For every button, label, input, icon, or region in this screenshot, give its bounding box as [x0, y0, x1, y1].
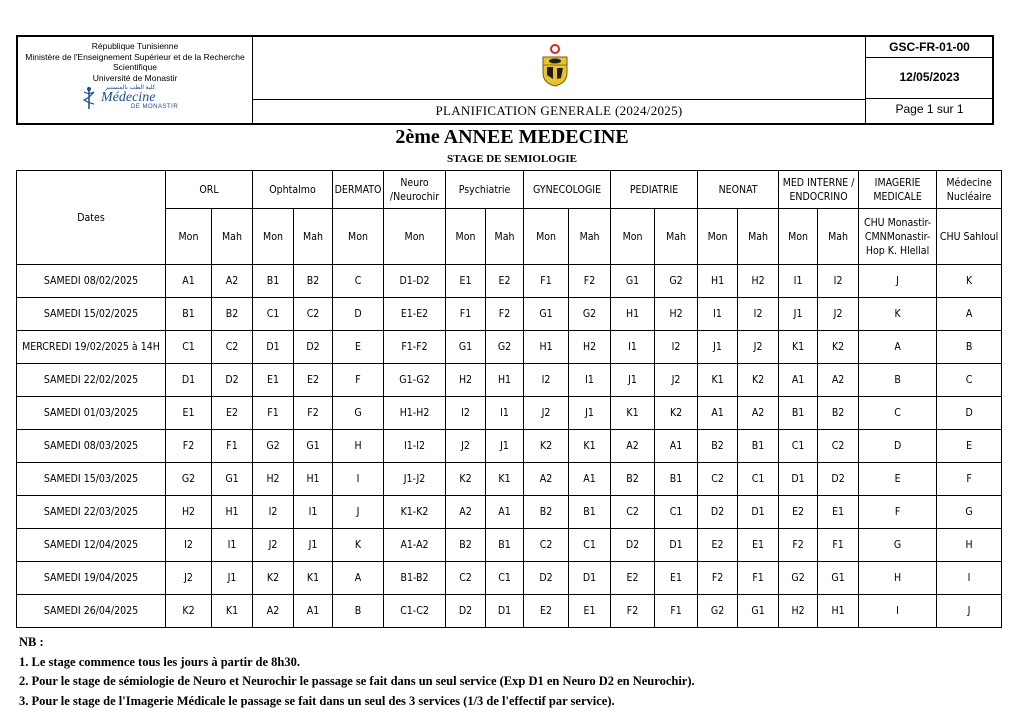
- group-cell: H1: [294, 463, 333, 496]
- group-cell: I2: [738, 298, 779, 331]
- group-cell: I2: [446, 397, 486, 430]
- group-cell: E2: [611, 562, 655, 595]
- group-cell: E2: [779, 496, 818, 529]
- group-cell: J1: [698, 331, 738, 364]
- group-cell: H2: [446, 364, 486, 397]
- group-cell: J1: [779, 298, 818, 331]
- group-cell: K1: [698, 364, 738, 397]
- group-cell: J2: [818, 298, 859, 331]
- group-cell: D: [937, 397, 1002, 430]
- group-cell: C: [937, 364, 1002, 397]
- group-cell: G1: [212, 463, 253, 496]
- table-row: [17, 496, 1002, 529]
- group-cell: A: [937, 298, 1002, 331]
- schedule-table: [16, 170, 1002, 628]
- site-header: Mon: [333, 209, 384, 265]
- group-cell: I1: [779, 265, 818, 298]
- group-cell: C2: [294, 298, 333, 331]
- institution-block: [18, 37, 253, 123]
- group-cell: E: [859, 463, 937, 496]
- group-cell: G1: [524, 298, 569, 331]
- table-row: [17, 364, 1002, 397]
- group-cell: G: [859, 529, 937, 562]
- table-row: [17, 298, 1002, 331]
- group-cell: G2: [486, 331, 524, 364]
- page-title: 2ème ANNEE MEDECINE: [395, 126, 629, 148]
- document-title: PLANIFICATION GENERALE (2024/2025): [253, 99, 865, 124]
- group-cell: K2: [524, 430, 569, 463]
- document-header: [16, 35, 994, 125]
- group-cell: H: [937, 529, 1002, 562]
- group-cell: D2: [294, 331, 333, 364]
- group-cell: G2: [698, 595, 738, 628]
- group-cell: H1: [698, 265, 738, 298]
- service-header: Psychiatrie: [446, 171, 524, 209]
- group-cell: C2: [212, 331, 253, 364]
- group-cell: B: [333, 595, 384, 628]
- group-cell: H1: [212, 496, 253, 529]
- group-cell: C1-C2: [384, 595, 446, 628]
- group-cell: K1: [569, 430, 611, 463]
- group-cell: A1: [655, 430, 698, 463]
- group-cell: B2: [446, 529, 486, 562]
- group-cell: J1: [569, 397, 611, 430]
- group-cell: I1-I2: [384, 430, 446, 463]
- date-cell: SAMEDI 22/02/2025: [17, 364, 166, 397]
- page-subtitle: STAGE DE SEMIOLOGIE: [447, 153, 577, 165]
- document-code: GSC-FR-01-00: [866, 37, 993, 58]
- group-cell: G2: [166, 463, 212, 496]
- group-cell: B1: [569, 496, 611, 529]
- site-header: Mah: [655, 209, 698, 265]
- group-cell: D1: [655, 529, 698, 562]
- group-cell: A: [859, 331, 937, 364]
- group-cell: G1: [294, 430, 333, 463]
- group-cell: H1: [486, 364, 524, 397]
- group-cell: E1: [166, 397, 212, 430]
- table-row: [17, 430, 1002, 463]
- group-cell: G1: [446, 331, 486, 364]
- group-cell: F2: [569, 265, 611, 298]
- group-cell: I2: [655, 331, 698, 364]
- institution-line: République Tunisienne: [91, 41, 179, 51]
- group-cell: A1: [486, 496, 524, 529]
- service-header: NEONAT: [698, 171, 779, 209]
- group-cell: J2: [738, 331, 779, 364]
- group-cell: E1: [818, 496, 859, 529]
- group-cell: G2: [779, 562, 818, 595]
- group-cell: B2: [212, 298, 253, 331]
- group-cell: D1: [779, 463, 818, 496]
- site-header: Mon: [253, 209, 294, 265]
- date-cell: SAMEDI 22/03/2025: [17, 496, 166, 529]
- group-cell: H2: [253, 463, 294, 496]
- note-item: 3. Pour le stage de l'Imagerie Médicale le passage se fait dans un seul des 3 services (1/3 de l'effectif par service).: [19, 693, 615, 708]
- group-cell: K2: [166, 595, 212, 628]
- date-cell: SAMEDI 15/03/2025: [17, 463, 166, 496]
- group-cell: G2: [253, 430, 294, 463]
- service-header: ORL: [166, 171, 253, 209]
- group-cell: C: [333, 265, 384, 298]
- site-header: CHU Sahloul: [937, 209, 1002, 265]
- group-cell: H2: [738, 265, 779, 298]
- group-cell: E: [333, 331, 384, 364]
- group-cell: A2: [818, 364, 859, 397]
- group-cell: F2: [779, 529, 818, 562]
- group-cell: B2: [818, 397, 859, 430]
- group-cell: E1: [569, 595, 611, 628]
- group-cell: C1: [655, 496, 698, 529]
- group-cell: E2: [486, 265, 524, 298]
- group-cell: B: [859, 364, 937, 397]
- group-cell: J: [333, 496, 384, 529]
- table-row: [17, 265, 1002, 298]
- group-cell: B1: [166, 298, 212, 331]
- group-cell: G: [333, 397, 384, 430]
- group-cell: K: [333, 529, 384, 562]
- group-cell: E2: [294, 364, 333, 397]
- site-header: Mah: [294, 209, 333, 265]
- table-row: [17, 463, 1002, 496]
- group-cell: C1: [569, 529, 611, 562]
- group-cell: I: [333, 463, 384, 496]
- group-cell: C1: [253, 298, 294, 331]
- group-cell: A2: [611, 430, 655, 463]
- group-cell: K2: [818, 331, 859, 364]
- site-header: Mon: [779, 209, 818, 265]
- group-cell: H1: [524, 331, 569, 364]
- group-cell: F2: [486, 298, 524, 331]
- header-center: [253, 37, 865, 123]
- group-cell: J: [937, 595, 1002, 628]
- group-cell: H2: [569, 331, 611, 364]
- group-cell: B1: [253, 265, 294, 298]
- site-header: Mon: [524, 209, 569, 265]
- group-cell: K2: [738, 364, 779, 397]
- date-cell: SAMEDI 15/02/2025: [17, 298, 166, 331]
- group-cell: E1: [253, 364, 294, 397]
- group-cell: K2: [253, 562, 294, 595]
- site-header: Mon: [446, 209, 486, 265]
- group-cell: C: [859, 397, 937, 430]
- group-cell: G: [937, 496, 1002, 529]
- service-header: IMAGERIE MEDICALE: [859, 171, 937, 209]
- group-cell: E2: [698, 529, 738, 562]
- group-cell: F1: [212, 430, 253, 463]
- site-header: Mah: [569, 209, 611, 265]
- service-header: MED INTERNE / ENDOCRINO: [779, 171, 859, 209]
- group-cell: F: [937, 463, 1002, 496]
- table-row: [17, 529, 1002, 562]
- date-cell: SAMEDI 01/03/2025: [17, 397, 166, 430]
- group-cell: B2: [698, 430, 738, 463]
- group-cell: D1: [486, 595, 524, 628]
- group-cell: F1: [446, 298, 486, 331]
- group-cell: K1-K2: [384, 496, 446, 529]
- group-cell: F2: [166, 430, 212, 463]
- note-item: 1. Le stage commence tous les jours à partir de 8h30.: [19, 654, 300, 669]
- table-row: [17, 595, 1002, 628]
- group-cell: I: [859, 595, 937, 628]
- group-cell: F: [859, 496, 937, 529]
- group-cell: B1: [779, 397, 818, 430]
- group-cell: J1: [212, 562, 253, 595]
- group-cell: A1: [166, 265, 212, 298]
- tunisia-emblem-icon: [540, 43, 570, 87]
- site-header: Mon: [166, 209, 212, 265]
- service-header: Médecine Nucléaire: [937, 171, 1002, 209]
- group-cell: K1: [294, 562, 333, 595]
- group-cell: E2: [212, 397, 253, 430]
- service-header: GYNECOLOGIE: [524, 171, 611, 209]
- group-cell: A1: [569, 463, 611, 496]
- group-cell: D2: [698, 496, 738, 529]
- group-cell: B1: [655, 463, 698, 496]
- dates-header: Dates: [17, 171, 166, 265]
- site-header: Mah: [818, 209, 859, 265]
- group-cell: H2: [166, 496, 212, 529]
- group-cell: C2: [698, 463, 738, 496]
- group-cell: F: [333, 364, 384, 397]
- logo-main-text: Médecine: [101, 90, 156, 105]
- group-cell: J: [859, 265, 937, 298]
- group-cell: I: [937, 562, 1002, 595]
- institution-line: Université de Monastir: [92, 72, 178, 83]
- group-cell: F2: [294, 397, 333, 430]
- group-cell: B2: [524, 496, 569, 529]
- site-header: CHU Monastir-CMNMonastir-Hop K. Hlellal: [859, 209, 937, 265]
- group-cell: E1: [446, 265, 486, 298]
- group-cell: H1: [611, 298, 655, 331]
- group-cell: A2: [738, 397, 779, 430]
- site-header: Mon: [698, 209, 738, 265]
- table-row: [17, 562, 1002, 595]
- site-header: Mah: [486, 209, 524, 265]
- group-cell: E: [937, 430, 1002, 463]
- group-cell: K2: [446, 463, 486, 496]
- group-cell: G2: [569, 298, 611, 331]
- group-cell: D2: [818, 463, 859, 496]
- date-cell: SAMEDI 08/02/2025: [17, 265, 166, 298]
- date-cell: SAMEDI 26/04/2025: [17, 595, 166, 628]
- site-header: Mon: [611, 209, 655, 265]
- group-cell: D2: [611, 529, 655, 562]
- group-cell: A2: [212, 265, 253, 298]
- group-cell: H: [333, 430, 384, 463]
- date-cell: MERCREDI 19/02/2025 à 14H: [17, 331, 166, 364]
- group-cell: I2: [253, 496, 294, 529]
- caduceus-icon: [79, 86, 99, 110]
- group-cell: A1-A2: [384, 529, 446, 562]
- site-header: Mah: [738, 209, 779, 265]
- group-cell: K1: [212, 595, 253, 628]
- group-cell: A2: [524, 463, 569, 496]
- group-cell: F2: [611, 595, 655, 628]
- group-cell: K1: [486, 463, 524, 496]
- group-cell: B2: [294, 265, 333, 298]
- group-cell: F1: [524, 265, 569, 298]
- group-cell: B1-B2: [384, 562, 446, 595]
- institution-line: Ministère de l'Enseignement Supérieur et de la Recherche: [25, 51, 245, 62]
- group-cell: D1: [253, 331, 294, 364]
- group-cell: C1: [486, 562, 524, 595]
- group-cell: A1: [779, 364, 818, 397]
- institution-line: Scientifique: [113, 62, 157, 72]
- group-cell: I2: [166, 529, 212, 562]
- service-header: PEDIATRIE: [611, 171, 698, 209]
- group-cell: I1: [486, 397, 524, 430]
- group-cell: D2: [212, 364, 253, 397]
- group-cell: A2: [253, 595, 294, 628]
- group-cell: D: [333, 298, 384, 331]
- group-cell: D1: [166, 364, 212, 397]
- group-cell: G1: [611, 265, 655, 298]
- group-cell: K2: [655, 397, 698, 430]
- note-item: 2. Pour le stage de sémiologie de Neuro et Neurochir le passage se fait dans un seul service (Exp D1 en Neuro D2 en Neurochir).: [19, 674, 695, 688]
- group-cell: B: [937, 331, 1002, 364]
- group-cell: C1: [166, 331, 212, 364]
- group-cell: F1: [818, 529, 859, 562]
- group-cell: E1-E2: [384, 298, 446, 331]
- group-cell: I2: [524, 364, 569, 397]
- group-cell: J1: [486, 430, 524, 463]
- logo-bottom-text: DE MONASTIR: [131, 104, 179, 110]
- table-row: [17, 331, 1002, 364]
- group-cell: F2: [698, 562, 738, 595]
- group-cell: B1: [486, 529, 524, 562]
- service-header: Ophtalmo: [253, 171, 333, 209]
- group-cell: K1: [611, 397, 655, 430]
- group-cell: I1: [212, 529, 253, 562]
- table-row: [17, 397, 1002, 430]
- group-cell: I2: [818, 265, 859, 298]
- notes-label: NB :: [19, 635, 44, 649]
- group-cell: C2: [524, 529, 569, 562]
- group-cell: I1: [698, 298, 738, 331]
- group-cell: D1: [569, 562, 611, 595]
- group-cell: D1-D2: [384, 265, 446, 298]
- group-cell: D: [859, 430, 937, 463]
- service-header: DERMATO: [333, 171, 384, 209]
- page-number: Page 1 sur 1: [895, 102, 964, 116]
- document-meta: [865, 37, 993, 123]
- notes-block: [19, 633, 695, 711]
- group-cell: J2: [253, 529, 294, 562]
- service-header-row: [17, 171, 1002, 209]
- group-cell: D1: [738, 496, 779, 529]
- group-cell: J1-J2: [384, 463, 446, 496]
- group-cell: C2: [818, 430, 859, 463]
- group-cell: J2: [655, 364, 698, 397]
- group-cell: D2: [524, 562, 569, 595]
- group-cell: F1-F2: [384, 331, 446, 364]
- group-cell: H2: [779, 595, 818, 628]
- group-cell: D2: [446, 595, 486, 628]
- group-cell: I1: [294, 496, 333, 529]
- group-cell: C2: [611, 496, 655, 529]
- group-cell: A: [333, 562, 384, 595]
- group-cell: J2: [166, 562, 212, 595]
- group-cell: G2: [655, 265, 698, 298]
- group-cell: F1: [738, 562, 779, 595]
- group-cell: K1: [779, 331, 818, 364]
- group-cell: C1: [738, 463, 779, 496]
- group-cell: C1: [779, 430, 818, 463]
- logo-arabic-text: كلية الطب بالمنستير: [105, 85, 156, 91]
- group-cell: E1: [738, 529, 779, 562]
- group-cell: E1: [655, 562, 698, 595]
- group-cell: C2: [446, 562, 486, 595]
- date-cell: SAMEDI 19/04/2025: [17, 562, 166, 595]
- group-cell: G1: [818, 562, 859, 595]
- site-header: Mah: [212, 209, 253, 265]
- group-cell: F1: [655, 595, 698, 628]
- group-cell: B2: [611, 463, 655, 496]
- group-cell: H2: [655, 298, 698, 331]
- date-cell: SAMEDI 08/03/2025: [17, 430, 166, 463]
- group-cell: A1: [698, 397, 738, 430]
- faculty-logo: [75, 85, 195, 111]
- group-cell: B1: [738, 430, 779, 463]
- group-cell: I1: [611, 331, 655, 364]
- group-cell: J1: [294, 529, 333, 562]
- site-header: Mon: [384, 209, 446, 265]
- group-cell: A1: [294, 595, 333, 628]
- group-cell: A2: [446, 496, 486, 529]
- group-cell: G1: [738, 595, 779, 628]
- group-cell: J2: [446, 430, 486, 463]
- date-cell: SAMEDI 12/04/2025: [17, 529, 166, 562]
- group-cell: H1: [818, 595, 859, 628]
- group-cell: H: [859, 562, 937, 595]
- group-cell: J2: [524, 397, 569, 430]
- group-cell: H1-H2: [384, 397, 446, 430]
- group-cell: J1: [611, 364, 655, 397]
- group-cell: E2: [524, 595, 569, 628]
- group-cell: K: [859, 298, 937, 331]
- document-date: 12/05/2023: [866, 57, 993, 99]
- service-header: Neuro /Neurochir: [384, 171, 446, 209]
- group-cell: G1-G2: [384, 364, 446, 397]
- group-cell: F1: [253, 397, 294, 430]
- group-cell: I1: [569, 364, 611, 397]
- group-cell: K: [937, 265, 1002, 298]
- schedule-body: [17, 265, 1002, 628]
